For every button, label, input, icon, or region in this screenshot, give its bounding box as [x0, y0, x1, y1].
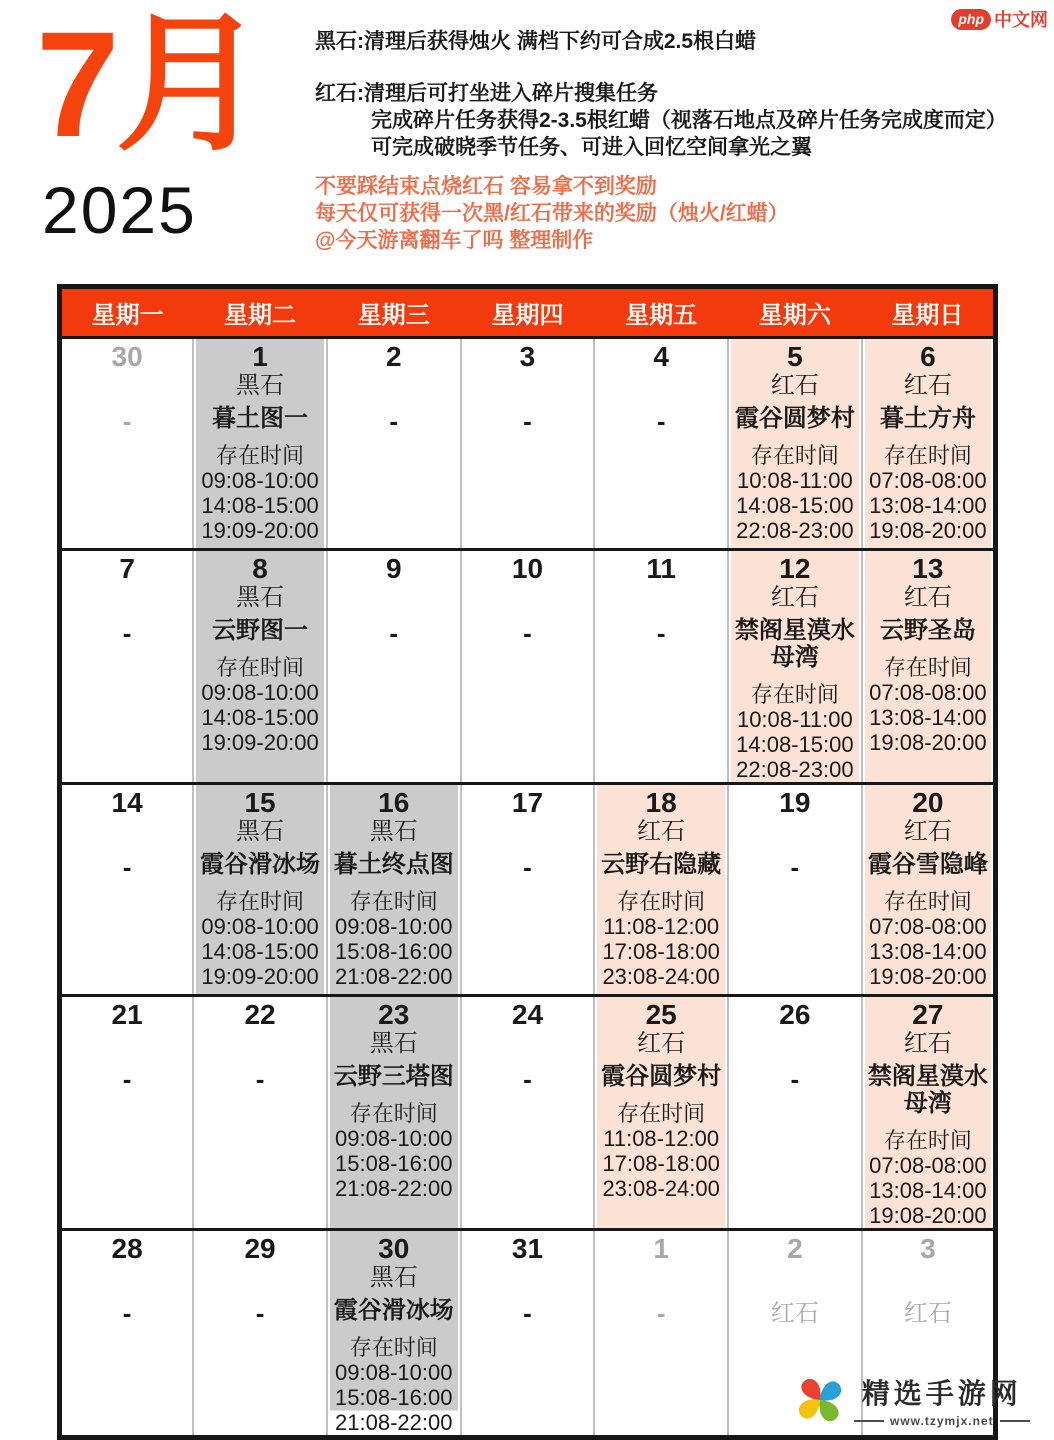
day-number: 31 — [511, 1233, 544, 1264]
no-stone-dash: - — [523, 852, 532, 882]
existence-time-label: 存在时间 — [349, 889, 438, 914]
weekday-header: 星期日 — [862, 287, 996, 338]
day-number: 20 — [912, 787, 944, 818]
day-number: 13 — [912, 553, 944, 584]
calendar-week-row — [60, 338, 996, 550]
day-number: 2 — [787, 1233, 803, 1264]
time-range: 22:08-23:00 — [736, 518, 854, 543]
time-range: 15:08-16:00 — [335, 1151, 453, 1176]
time-range: 19:08-20:00 — [869, 730, 987, 755]
time-range: 19:08-20:00 — [869, 1203, 987, 1228]
dash-line-left — [854, 1420, 884, 1422]
time-range: 09:08-10:00 — [201, 468, 319, 493]
calendar-day-cell — [60, 784, 194, 996]
day-number: 22 — [244, 999, 276, 1030]
time-range: 13:08-14:00 — [869, 939, 987, 964]
existence-time-label: 存在时间 — [349, 1101, 438, 1126]
time-range: 13:08-14:00 — [869, 705, 987, 730]
no-stone-dash: - — [389, 406, 399, 436]
stone-location: 禁阁星漠水母湾 — [867, 1063, 988, 1117]
warning-line-2: 每天仅可获得一次黑/红石带来的奖励（烛火/红蜡） — [315, 202, 789, 225]
day-number: 30 — [111, 341, 143, 372]
credit-line: @今天游离翻车了吗 整理制作 — [315, 229, 594, 252]
existence-time-label: 存在时间 — [883, 889, 972, 914]
time-range: 22:08-23:00 — [736, 757, 854, 782]
watermark-text — [854, 1372, 1030, 1428]
time-range: 09:08-10:00 — [201, 680, 319, 705]
time-range: 17:08-18:00 — [602, 1151, 720, 1176]
day-number: 5 — [787, 341, 803, 372]
stone-type-label: 红石 — [770, 372, 819, 399]
stone-type-label: 红石 — [637, 1030, 686, 1057]
time-range: 19:09-20:00 — [201, 518, 319, 543]
watermark-site-url: www.tzymjx.net — [890, 1414, 994, 1428]
stone-location: 暮土图一 — [212, 405, 309, 432]
day-number: 14 — [111, 787, 143, 818]
calendar-day-cell — [327, 784, 461, 996]
calendar-day-cell — [327, 1230, 461, 1438]
time-range: 10:08-11:00 — [736, 707, 853, 732]
stone-type-label: 红石 — [903, 1300, 952, 1327]
calendar-table — [57, 284, 998, 1440]
calendar-day-cell — [461, 1230, 595, 1438]
month-title: 7月 — [36, 0, 262, 168]
day-number: 21 — [111, 999, 143, 1030]
calendar-day-cell — [327, 338, 461, 550]
calendar-day-cell — [193, 996, 327, 1230]
day-number: 18 — [645, 787, 677, 818]
day-number: 28 — [111, 1233, 143, 1264]
time-range: 15:08-16:00 — [335, 1385, 453, 1410]
time-range: 14:08-15:00 — [736, 732, 854, 757]
no-stone-dash: - — [790, 1064, 800, 1094]
stone-location: 霞谷雪隐峰 — [867, 851, 988, 878]
time-range: 07:08-08:00 — [869, 914, 987, 939]
time-range: 23:08-24:00 — [602, 1176, 720, 1201]
time-range: 09:08-10:00 — [201, 914, 319, 939]
weekday-header: 星期二 — [193, 287, 327, 338]
time-range: 11:08-12:00 — [603, 1126, 720, 1151]
calendar-day-cell — [461, 550, 595, 784]
calendar-day-cell — [728, 550, 862, 784]
no-stone-dash: - — [122, 406, 132, 436]
time-range: 07:08-08:00 — [869, 1153, 987, 1178]
no-stone-dash: - — [656, 618, 666, 648]
day-number: 11 — [646, 553, 676, 584]
day-number: 25 — [645, 999, 677, 1030]
day-number: 27 — [912, 999, 944, 1030]
day-number: 7 — [119, 553, 135, 584]
existence-time-label: 存在时间 — [216, 443, 305, 468]
stone-location: 霞谷滑冰场 — [200, 851, 321, 878]
no-stone-dash: - — [255, 1298, 265, 1328]
note-black-stone: 黑石:清理后获得烛火 满档下约可合成2.5根白蜡 — [315, 30, 757, 53]
time-range: 19:08-20:00 — [869, 518, 987, 543]
stone-location: 暮土方舟 — [879, 405, 976, 432]
time-range: 14:08-15:00 — [201, 939, 319, 964]
stone-type-label: 黑石 — [236, 584, 285, 611]
watermark-url-row — [854, 1414, 1030, 1428]
day-number: 4 — [653, 341, 669, 372]
no-stone-dash: - — [523, 618, 532, 648]
site-watermark — [792, 1372, 1022, 1428]
calendar-day-cell — [862, 338, 996, 550]
calendar-week-row — [60, 550, 996, 784]
weekday-header: 星期一 — [60, 287, 194, 338]
weekday-header: 星期三 — [327, 287, 461, 338]
time-range: 11:08-12:00 — [603, 914, 720, 939]
year-label: 2025 — [42, 173, 197, 247]
stone-location: 霞谷圆梦村 — [601, 1063, 722, 1090]
no-stone-dash: - — [122, 852, 132, 882]
stone-type-label: 红石 — [637, 818, 686, 845]
day-number: 29 — [244, 1233, 276, 1264]
time-range: 14:08-15:00 — [201, 705, 319, 730]
stone-type-label: 黑石 — [369, 818, 418, 845]
day-number: 16 — [378, 787, 410, 818]
calendar-day-cell — [862, 784, 996, 996]
day-number: 3 — [920, 1233, 936, 1264]
note-red-stone-detail: 完成碎片任务获得2-3.5根红蜡（视落石地点及碎片任务完成度而定） — [371, 109, 1007, 132]
existence-time-label: 存在时间 — [750, 443, 839, 468]
calendar-day-cell — [862, 996, 996, 1230]
time-range: 14:08-15:00 — [201, 493, 319, 518]
stone-type-label: 黑石 — [369, 1030, 418, 1057]
stone-location: 云野圣岛 — [879, 617, 976, 644]
no-stone-dash: - — [122, 618, 132, 648]
time-range: 09:08-10:00 — [335, 1126, 453, 1151]
time-range: 09:08-10:00 — [335, 1360, 453, 1385]
day-number: 10 — [511, 553, 544, 584]
notes-block — [315, 28, 1007, 254]
day-number: 19 — [779, 787, 811, 818]
calendar-day-cell — [594, 784, 728, 996]
time-range: 21:08-22:00 — [335, 964, 453, 989]
calendar-day-cell — [594, 550, 728, 784]
time-range: 17:08-18:00 — [602, 939, 720, 964]
existence-time-label: 存在时间 — [617, 889, 706, 914]
calendar-day-cell — [461, 338, 595, 550]
watermark-site-name: 精选手游网 — [861, 1378, 1022, 1409]
time-range: 21:08-22:00 — [335, 1410, 453, 1435]
time-range: 19:09-20:00 — [201, 964, 319, 989]
day-number: 1 — [252, 341, 268, 372]
php-logo-icon: php — [951, 9, 991, 30]
day-number: 15 — [244, 787, 276, 818]
time-range: 21:08-22:00 — [335, 1176, 453, 1201]
calendar-header — [60, 287, 996, 338]
time-range: 07:08-08:00 — [869, 468, 987, 493]
stone-type-label: 黑石 — [369, 1264, 418, 1291]
calendar-day-cell — [594, 1230, 728, 1438]
time-range: 14:08-15:00 — [736, 493, 854, 518]
dash-line-right — [1000, 1420, 1030, 1422]
stone-type-label: 红石 — [770, 584, 819, 611]
existence-time-label: 存在时间 — [883, 1128, 972, 1153]
time-range: 13:08-14:00 — [869, 1178, 987, 1203]
pinwheel-icon — [792, 1372, 848, 1428]
day-number: 1 — [653, 1233, 669, 1264]
stone-type-label: 红石 — [903, 1030, 952, 1057]
stone-location: 禁阁星漠水母湾 — [734, 617, 855, 671]
existence-time-label: 存在时间 — [750, 682, 839, 707]
time-range: 19:09-20:00 — [201, 730, 319, 755]
calendar-day-cell — [193, 550, 327, 784]
stone-type-label: 红石 — [903, 584, 952, 611]
stone-type-label: 红石 — [903, 372, 952, 399]
time-range: 10:08-11:00 — [736, 468, 853, 493]
calendar-day-cell — [193, 784, 327, 996]
calendar-day-cell — [327, 996, 461, 1230]
weekday-header: 星期五 — [594, 287, 728, 338]
no-stone-dash: - — [122, 1298, 132, 1328]
note-red-stone-detail2: 可完成破晓季节任务、可进入回忆空间拿光之翼 — [371, 136, 812, 159]
calendar-day-cell — [60, 338, 194, 550]
weekday-header: 星期六 — [728, 287, 862, 338]
time-range: 23:08-24:00 — [602, 964, 720, 989]
no-stone-dash: - — [523, 406, 532, 436]
stone-location: 云野三塔图 — [333, 1063, 454, 1090]
calendar-day-cell — [728, 996, 862, 1230]
no-stone-dash: - — [523, 1064, 532, 1094]
calendar-day-cell — [327, 550, 461, 784]
day-number: 17 — [511, 787, 544, 818]
no-stone-dash: - — [255, 1064, 265, 1094]
time-range: 09:08-10:00 — [335, 914, 453, 939]
existence-time-label: 存在时间 — [216, 655, 305, 680]
stone-type-label: 红石 — [770, 1300, 819, 1327]
existence-time-label: 存在时间 — [883, 655, 972, 680]
day-number: 3 — [519, 341, 536, 372]
calendar-day-cell — [728, 338, 862, 550]
stone-location: 云野图一 — [212, 617, 309, 644]
day-number: 8 — [252, 553, 268, 584]
existence-time-label: 存在时间 — [617, 1101, 706, 1126]
time-range: 13:08-14:00 — [869, 493, 987, 518]
stone-type-label: 红石 — [903, 818, 952, 845]
existence-time-label: 存在时间 — [216, 889, 305, 914]
php-logo-text: 中文网 — [994, 10, 1048, 30]
warning-line-1: 不要踩结束点烧红石 容易拿不到奖励 — [315, 175, 657, 198]
existence-time-label: 存在时间 — [349, 1335, 438, 1360]
no-stone-dash: - — [656, 1298, 666, 1328]
time-range: 07:08-08:00 — [869, 680, 987, 705]
calendar-day-cell — [193, 1230, 327, 1438]
calendar-day-cell — [461, 996, 595, 1230]
weekday-header: 星期四 — [461, 287, 595, 338]
calendar-day-cell — [728, 784, 862, 996]
day-number: 12 — [779, 553, 811, 584]
weekday-header-row — [60, 287, 996, 338]
note-red-stone: 红石:清理后可打坐进入碎片搜集任务 — [315, 82, 658, 105]
day-number: 23 — [378, 999, 410, 1030]
no-stone-dash: - — [523, 1298, 532, 1328]
day-number: 26 — [779, 999, 811, 1030]
stone-location: 霞谷滑冰场 — [333, 1297, 454, 1324]
calendar-day-cell — [461, 784, 595, 996]
day-number: 6 — [920, 341, 936, 372]
day-number: 30 — [378, 1233, 410, 1264]
calendar-day-cell — [594, 996, 728, 1230]
calendar-day-cell — [862, 550, 996, 784]
day-number: 24 — [511, 999, 544, 1030]
calendar-week-row — [60, 996, 996, 1230]
php-site-logo — [951, 6, 1048, 32]
stone-location: 暮土终点图 — [333, 851, 454, 878]
calendar-body — [60, 338, 996, 1438]
calendar-day-cell — [594, 338, 728, 550]
time-range: 19:08-20:00 — [869, 964, 987, 989]
no-stone-dash: - — [389, 618, 399, 648]
calendar-day-cell — [193, 338, 327, 550]
day-number: 9 — [385, 553, 402, 584]
calendar-day-cell — [60, 996, 194, 1230]
stone-type-label: 黑石 — [236, 818, 285, 845]
stone-type-label: 黑石 — [236, 372, 285, 399]
stone-location: 霞谷圆梦村 — [734, 405, 855, 432]
stone-location: 云野右隐藏 — [601, 851, 722, 878]
calendar-day-cell — [60, 550, 194, 784]
no-stone-dash: - — [790, 852, 800, 882]
no-stone-dash: - — [122, 1064, 132, 1094]
time-range: 15:08-16:00 — [335, 939, 453, 964]
calendar-week-row — [60, 784, 996, 996]
calendar-day-cell — [60, 1230, 194, 1438]
no-stone-dash: - — [656, 406, 666, 436]
existence-time-label: 存在时间 — [883, 443, 972, 468]
day-number: 2 — [385, 341, 402, 372]
